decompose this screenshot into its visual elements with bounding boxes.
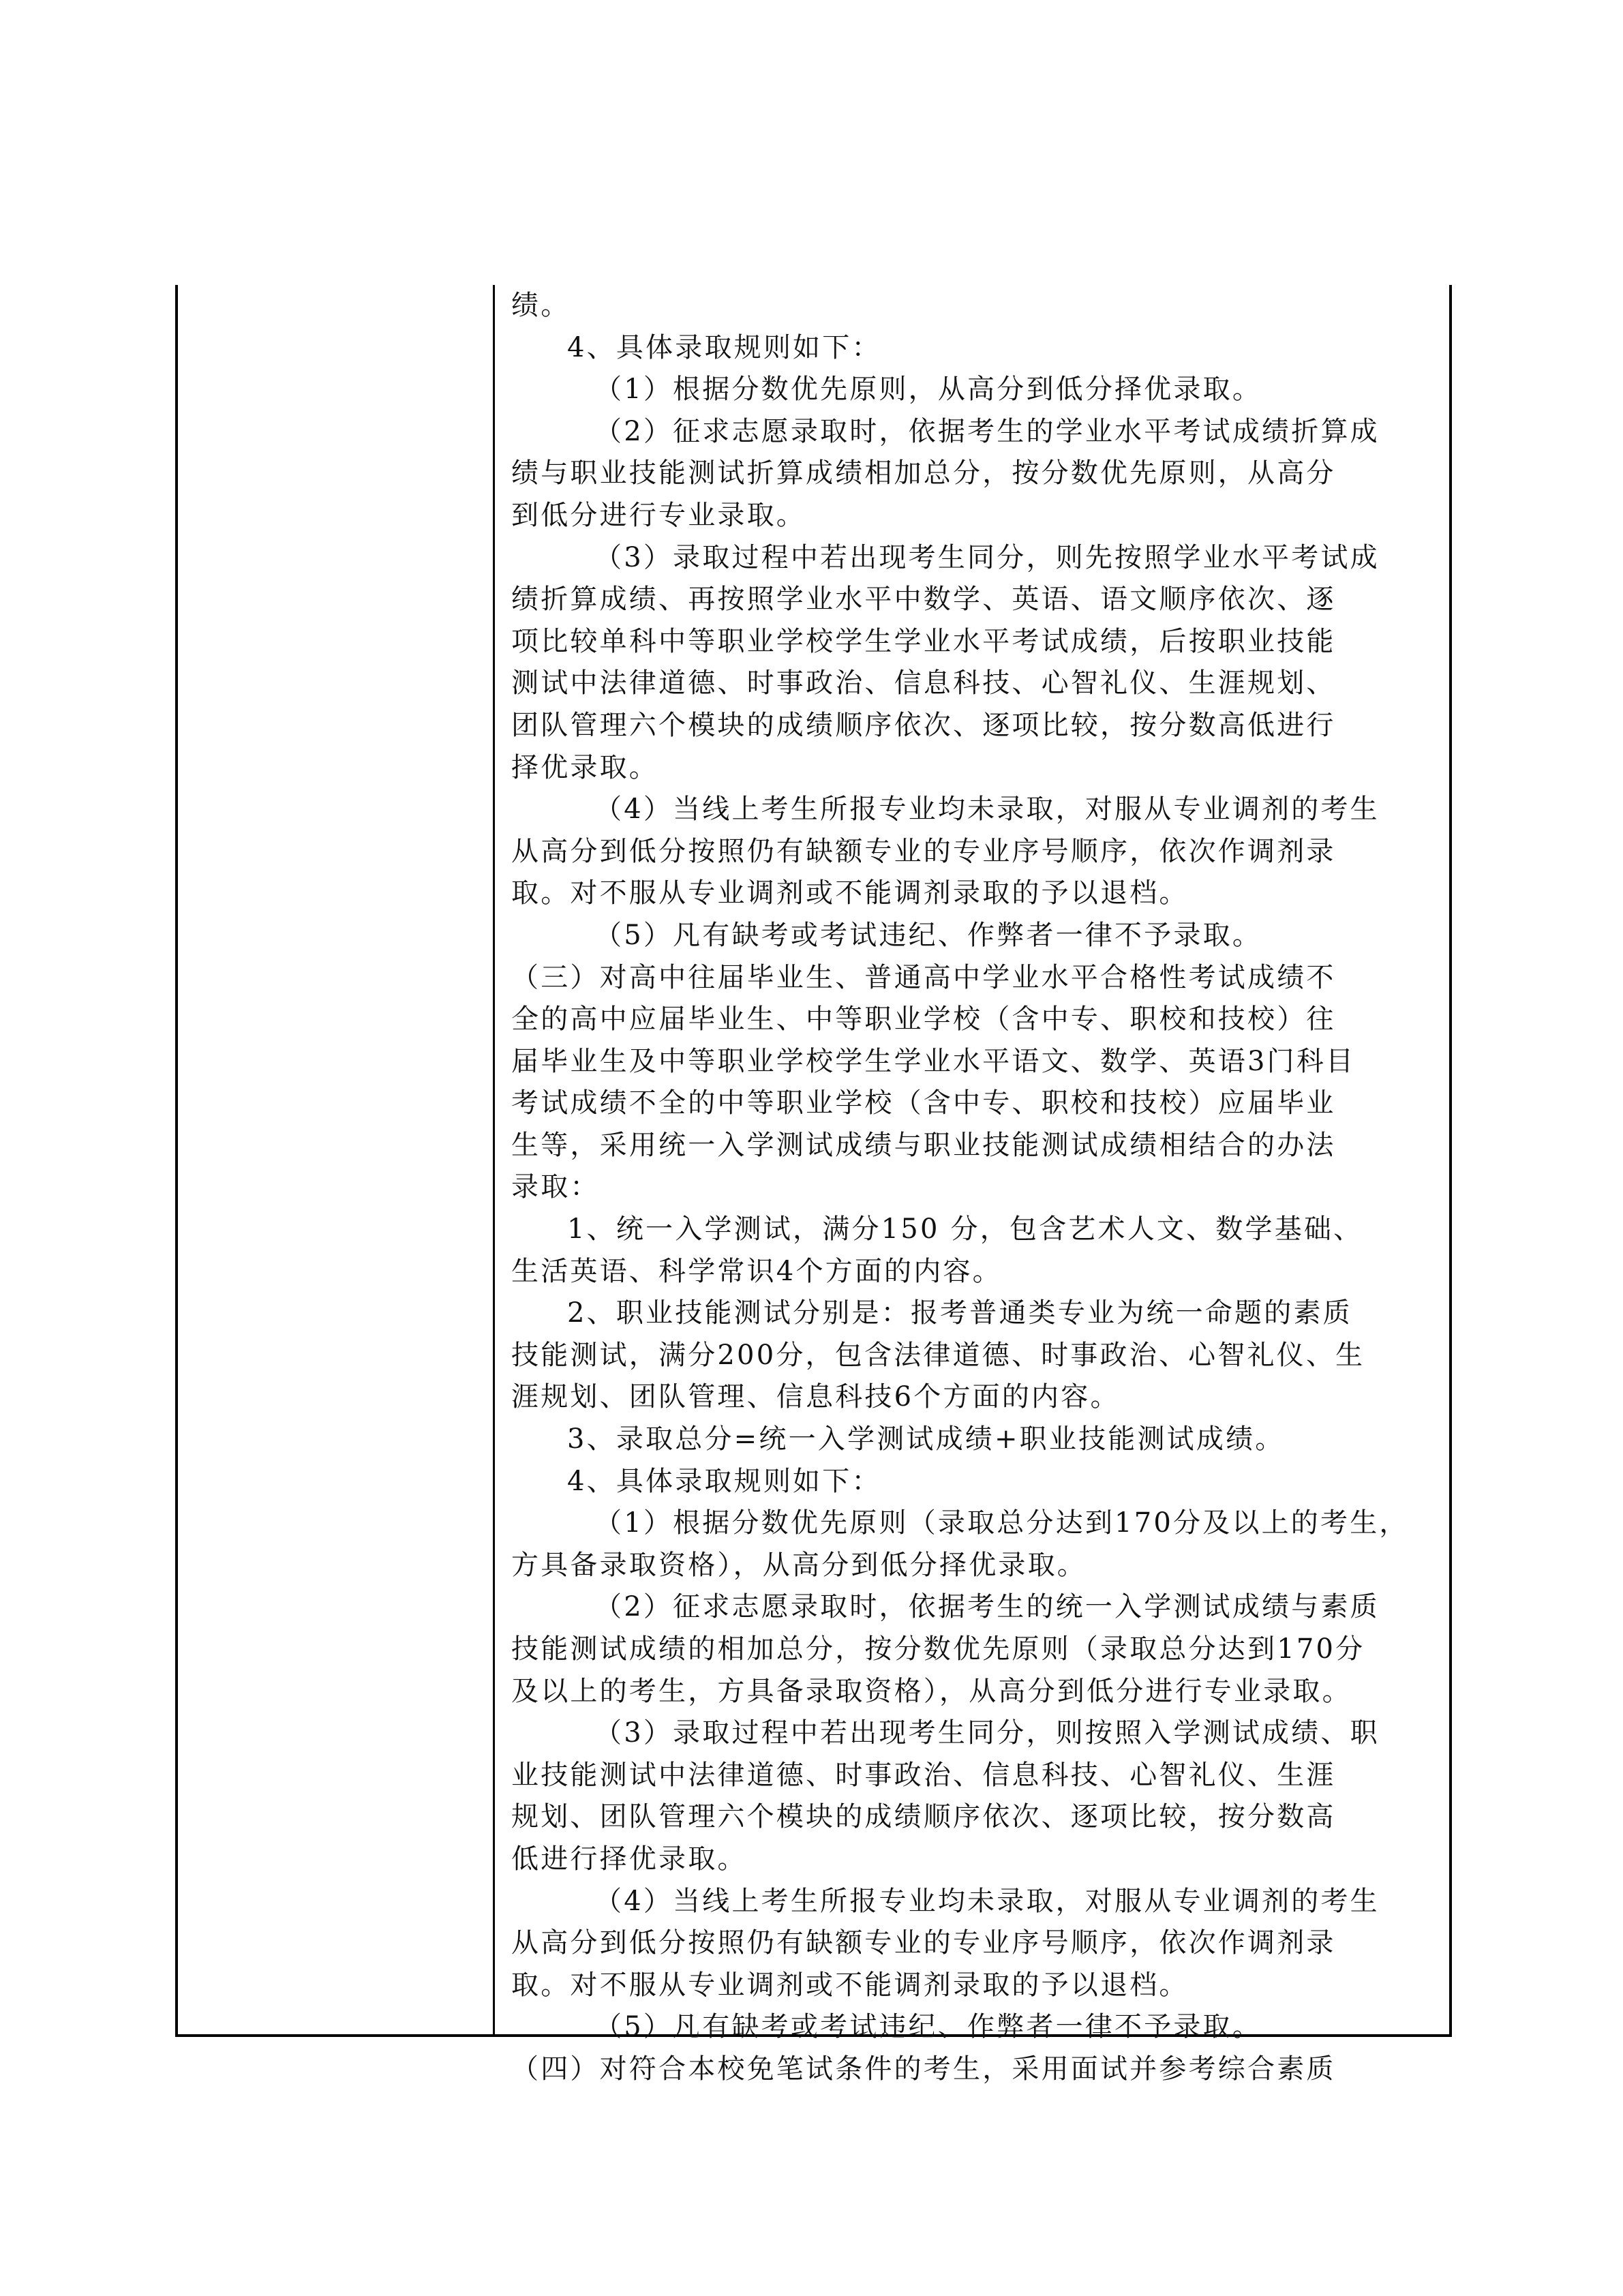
text-line: 测试中法律道德、时事政治、信息科技、心智礼仪、生涯规划、 [511,667,1336,699]
text-line: 4、具体录取规则如下： [567,331,881,363]
text-line: 低进行择优录取。 [511,1843,747,1875]
text-line: （4）当线上考生所报专业均未录取，对服从专业调剂的考生 [594,794,1380,826]
text-line: 4、具体录取规则如下： [567,1465,881,1497]
text-line: 技能测试成绩的相加总分，按分数优先原则（录取总分达到170分 [511,1633,1365,1665]
text-line: （3）录取过程中若出现考生同分，则先按照学业水平考试成 [594,541,1380,573]
text-line: 团队管理六个模块的成绩顺序依次、逐项比较，按分数高低进行 [511,709,1336,741]
text-line: 绩。 [511,290,571,321]
text-line: （5）凡有缺考或考试违纪、作弊者一律不予录取。 [594,2011,1262,2043]
text-line: 3、录取总分=统一入学测试成绩+职业技能测试成绩。 [567,1423,1285,1455]
text-line: 生等，采用统一入学测试成绩与职业技能测试成绩相结合的办法 [511,1129,1336,1161]
text-line: 绩折算成绩、再按照学业水平中数学、英语、语文顺序依次、逐 [511,584,1336,616]
text-line: 及以上的考生，方具备录取资格），从高分到低分进行专业录取。 [511,1675,1352,1707]
text-line: 取。对不服从专业调剂或不能调剂录取的予以退档。 [511,877,1189,909]
text-line: 考试成绩不全的中等职业学校（含中专、职校和技校）应届毕业 [511,1087,1336,1119]
content-table [175,285,1452,2085]
text-line: 规划、团队管理六个模块的成绩顺序依次、逐项比较，按分数高 [511,1801,1336,1833]
text-line: 到低分进行专业录取。 [511,499,806,531]
text-line: （4）当线上考生所报专业均未录取，对服从专业调剂的考生 [594,1885,1380,1917]
text-line: 从高分到低分按照仍有缺额专业的专业序号顺序，依次作调剂录 [511,835,1336,867]
text-line: 从高分到低分按照仍有缺额专业的专业序号顺序，依次作调剂录 [511,1927,1336,1959]
text-line: （四）对符合本校免笔试条件的考生，采用面试并参考综合素质 [511,2053,1336,2085]
text-line: （3）录取过程中若出现考生同分，则按照入学测试成绩、职 [594,1717,1380,1749]
text-line: 1、统一入学测试，满分150 分，包含艺术人文、数学基础、 [567,1213,1363,1245]
text-line: 届毕业生及中等职业学校学生学业水平语文、数学、英语3门科目 [511,1045,1356,1077]
text-line: （2）征求志愿录取时，依据考生的统一入学测试成绩与素质 [594,1591,1380,1623]
text-line: （1）根据分数优先原则（录取总分达到170分及以上的考生， [594,1507,1409,1539]
text-line: 项比较单科中等职业学校学生学业水平考试成绩，后按职业技能 [511,625,1336,657]
text-line: 技能测试，满分200分，包含法律道德、时事政治、心智礼仪、生 [511,1339,1365,1371]
text-line: 涯规划、团队管理、信息科技6个方面的内容。 [511,1381,1120,1413]
text-line: 录取： [511,1171,600,1203]
text-line: 方具备录取资格），从高分到低分择优录取。 [511,1549,1087,1581]
text-line: （5）凡有缺考或考试违纪、作弊者一律不予录取。 [594,919,1262,951]
text-line: 业技能测试中法律道德、时事政治、信息科技、心智礼仪、生涯 [511,1759,1336,1791]
text-line: （三）对高中往届毕业生、普通高中学业水平合格性考试成绩不 [511,961,1336,993]
text-line: （1）根据分数优先原则，从高分到低分择优录取。 [594,374,1262,406]
text-line: 全的高中应届毕业生、中等职业学校（含中专、职校和技校）往 [511,1003,1336,1036]
text-line: 生活英语、科学常识4个方面的内容。 [511,1255,1002,1287]
text-line: 择优录取。 [511,751,658,783]
text-line: （2）征求志愿录取时，依据考生的学业水平考试成绩折算成 [594,415,1380,447]
content-cell [495,285,1449,2085]
text-line: 2、职业技能测试分别是：报考普通类专业为统一命题的素质 [567,1297,1352,1329]
text-line: 取。对不服从专业调剂或不能调剂录取的予以退档。 [511,1969,1189,2001]
text-line: 绩与职业技能测试折算成绩相加总分，按分数优先原则，从高分 [511,457,1336,489]
